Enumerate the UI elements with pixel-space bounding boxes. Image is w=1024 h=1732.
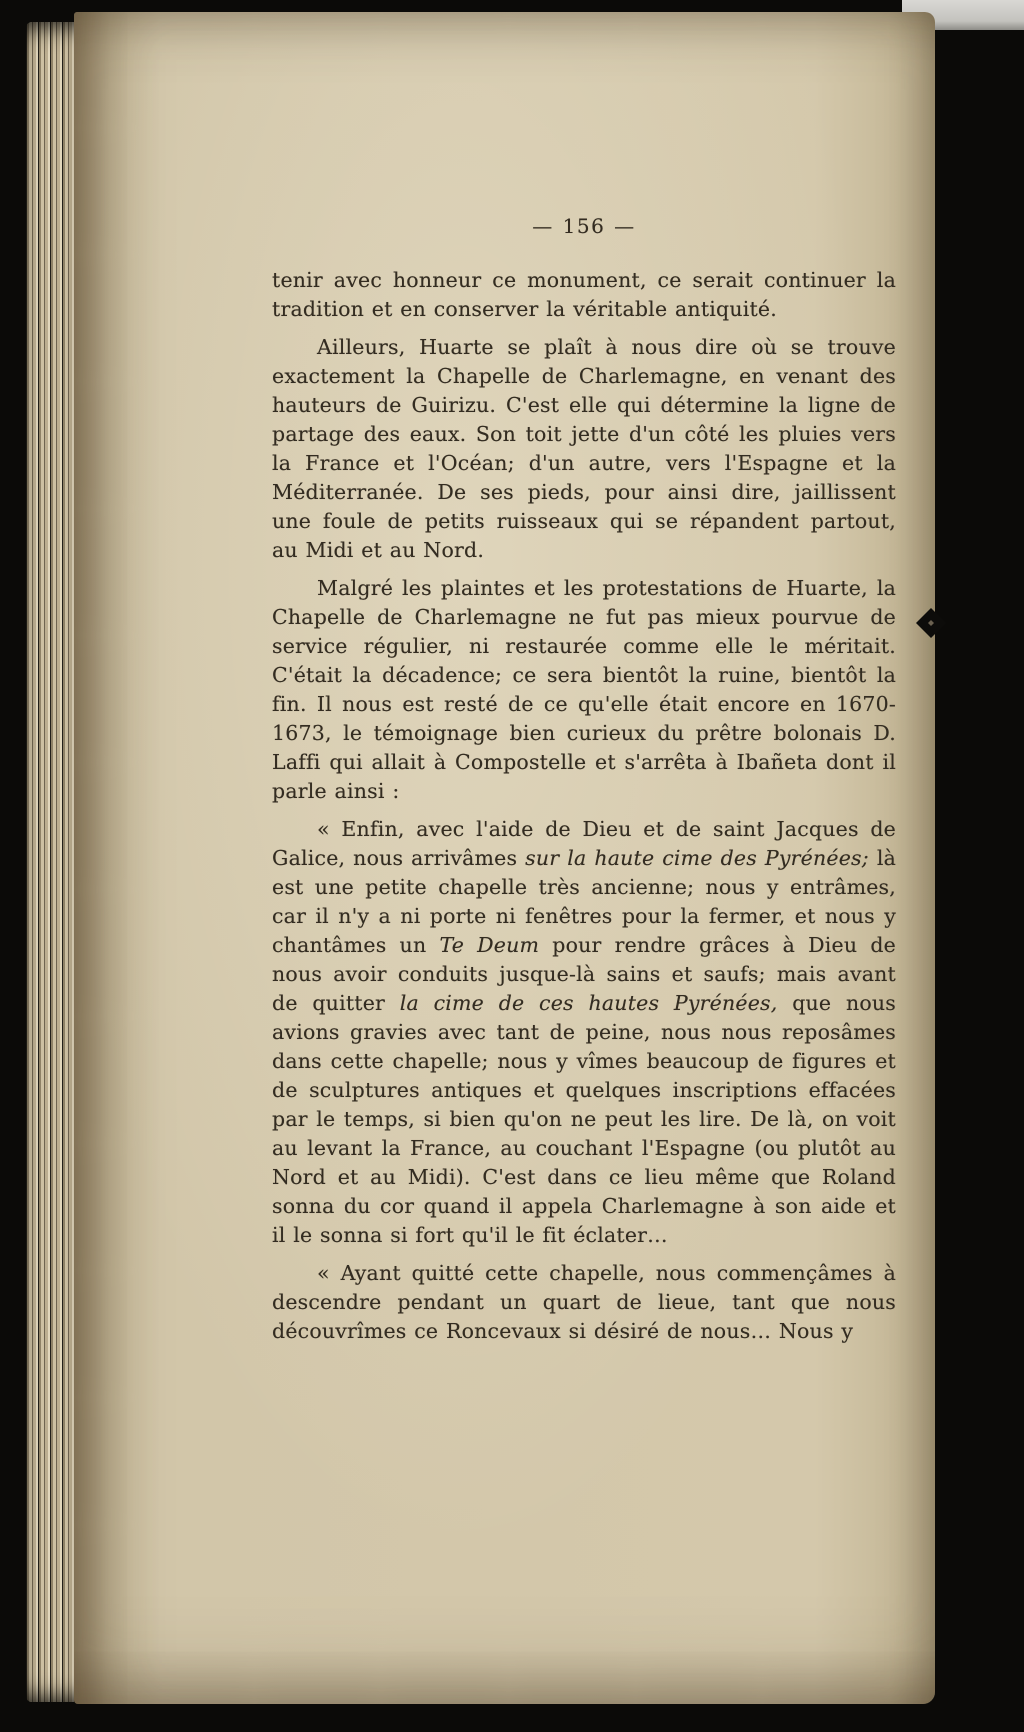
italic-text-run: Te Deum [439, 933, 540, 957]
text-block [272, 212, 896, 1355]
paragraph [272, 266, 896, 324]
text-run: pour rendre grâces à Dieu de nous avoir conduits jusque-là sains et saufs; mais avant de quitter [272, 933, 896, 1015]
page-edges [26, 22, 78, 1702]
text-run: « Enfin, avec l'aide de Dieu et de saint Jacques de Galice, nous arrivâmes [272, 817, 896, 870]
book-page [74, 12, 935, 1704]
ink-mark-hole [928, 620, 934, 626]
paragraph [272, 574, 896, 806]
italic-text-run: sur la haute cime des Pyrénées; [525, 846, 869, 870]
text-run: Ailleurs, Huarte se plaît à nous dire où se trouve exactement la Chapelle de Charlemagne, en venant des hauteurs de Guirizu. C'est elle qui détermine la ligne de partage des eaux. Son toit jette d'un côté les pluies vers la France et l'Océan; d'un autre, vers l'Espagne et la Méditerranée. De ses pieds, pour ainsi dire, jaillissent une foule de petits ruisseaux qui se répandent partout, au Midi et au Nord. [272, 335, 896, 562]
text-run: « Ayant quitté cette chapelle, nous commençâmes à descendre pendant un quart de lieue, tant que nous découvrîmes ce Roncevaux si désiré de nous… Nous y [272, 1261, 896, 1343]
text-run: que nous avions gravies avec tant de peine, nous nous reposâmes dans cette chapelle; nous y vîmes beaucoup de figures et de sculptures antiques et quelques inscriptions effacées par le temps, si bien qu'on ne peut les lire. De là, on voit au levant la France, au couchant l'Espagne (ou plutôt au Nord et au Midi). C'est dans ce lieu même que Roland sonna du cor quand il appela Charlemagne à son aide et il le sonna si fort qu'il le fit éclater… [272, 991, 897, 1247]
italic-text-run: la cime de ces hautes Pyrénées, [399, 991, 778, 1015]
page-number: — 156 — [532, 214, 636, 238]
text-run: là est une petite chapelle très ancienne; nous y entrâmes, car il n'y a ni porte ni fenêtres pour la fermer, et nous y chantâmes un [272, 846, 896, 957]
paragraph [272, 815, 896, 1250]
paragraph [272, 1259, 896, 1346]
paragraph [272, 333, 896, 565]
text-run: tenir avec honneur ce monument, ce serait continuer la tradition et en conserver la véritable antiquité. [272, 268, 896, 321]
text-run: Malgré les plaintes et les protestations de Huarte, la Chapelle de Charlemagne ne fut pas mieux pourvue de service régulier, ni restaurée comme elle le méritait. C'était la décadence; ce sera bientôt la ruine, bientôt la fin. Il nous est resté de ce qu'elle était encore en 1670-1673, le témoignage bien curieux du prêtre bolonais D. Laffi qui allait à Compostelle et s'arrêta à Ibañeta dont il parle ainsi : [272, 576, 896, 803]
